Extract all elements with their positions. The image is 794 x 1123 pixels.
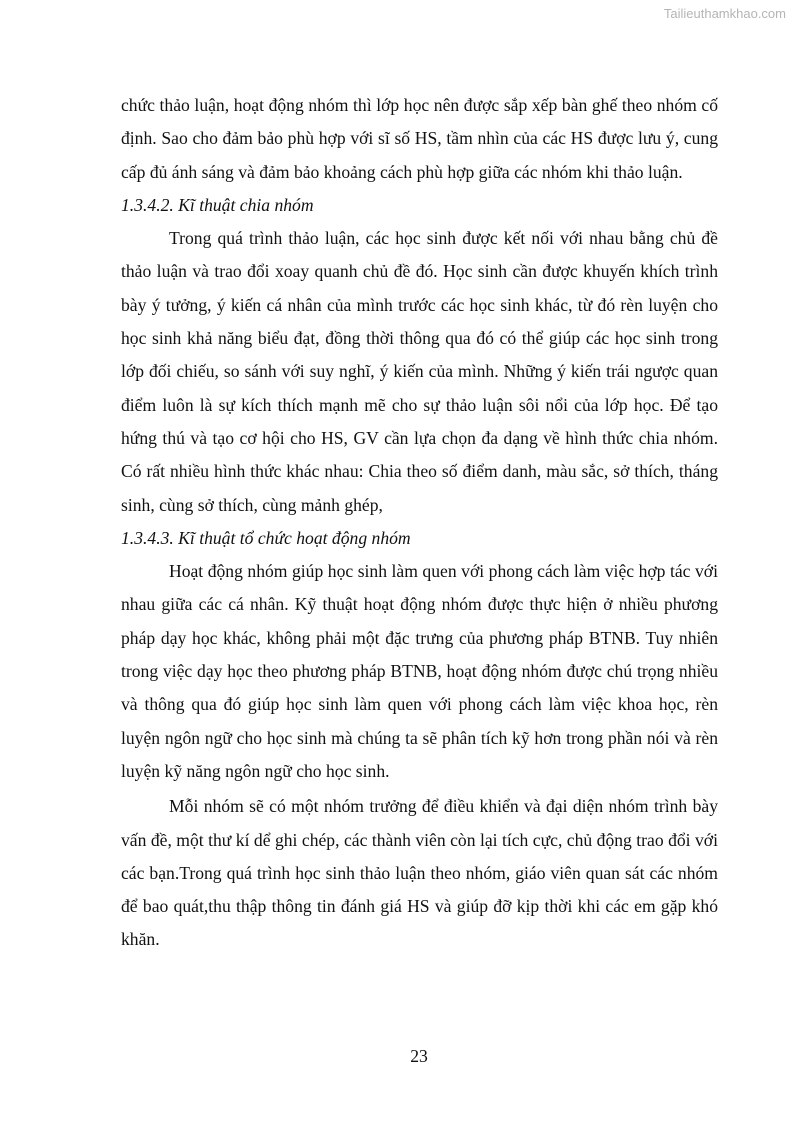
document-body — [121, 89, 718, 957]
paragraph-group-roles: Mỗi nhóm sẽ có một nhóm trưởng để điều khiển và đại diện nhóm trình bày vấn đề, một thư kí dể ghi chép, các thành viên còn lại tích cực, chủ động trao đổi với các bạn.Trong quá trình học sinh thảo luận theo nhóm, giáo viên quan sát các nhóm để bao quát,thu thập thông tin đánh giá HS và giúp đỡ kịp thời khi các em gặp khó khăn. — [121, 796, 718, 950]
page-number: 23 — [410, 1046, 428, 1066]
paragraph-grouping-technique: Trong quá trình thảo luận, các học sinh được kết nối với nhau bằng chủ đề thảo luận và trao đổi xoay quanh chủ đề đó. Học sinh cần được khuyến khích trình bày ý tưởng, ý kiến cá nhân của mình trước các học sinh khác, từ đó rèn luyện cho học sinh khả năng biểu đạt, đồng thời thông qua đó có thể giúp các học sinh trong lớp đối chiếu, so sánh với suy nghĩ, ý kiến của mình. Những ý kiến trái ngược quan điểm luôn là sự kích thích mạnh mẽ cho sự thảo luận sôi nổi của lớp học. Để tạo hứng thú và tạo cơ hội cho HS, GV cần lựa chọn đa dạng về hình thức chia nhóm. Có rất nhiều hình thức khác nhau: Chia theo số điểm danh, màu sắc, sở thích, tháng sinh, cùng sở thích, cùng mảnh ghép, — [121, 228, 718, 515]
watermark: Tailieuthamkhao.com — [663, 6, 786, 21]
paragraph-continuation: chức thảo luận, hoạt động nhóm thì lớp học nên được sắp xếp bàn ghế theo nhóm cố định. Sao cho đảm bảo phù hợp với sĩ số HS, tầm nhìn của các HS được lưu ý, cung cấp đủ ánh sáng và đảm bảo khoảng cách phù hợp giữa các nhóm khi thảo luận. — [121, 95, 718, 182]
section-heading-1-3-4-3: 1.3.4.3. Kĩ thuật tổ chức hoạt động nhóm — [121, 527, 411, 548]
section-heading-1-3-4-2: 1.3.4.2. Kĩ thuật chia nhóm — [121, 194, 314, 215]
paragraph-group-activity: Hoạt động nhóm giúp học sinh làm quen với phong cách làm việc hợp tác với nhau giữa các cá nhân. Kỹ thuật hoạt động nhóm được thực hiện ở nhiều phương pháp dạy học khác, không phải một đặc trưng của phương pháp BTNB. Tuy nhiên trong việc dạy học theo phương pháp BTNB, hoạt động nhóm được chú trọng nhiều và thông qua đó giúp học sinh làm quen với phong cách làm việc khoa học, rèn luyện ngôn ngữ cho học sinh mà chúng ta sẽ phân tích kỹ hơn trong phần nói và rèn luyện kỹ năng ngôn ngữ cho học sinh. — [121, 561, 718, 781]
